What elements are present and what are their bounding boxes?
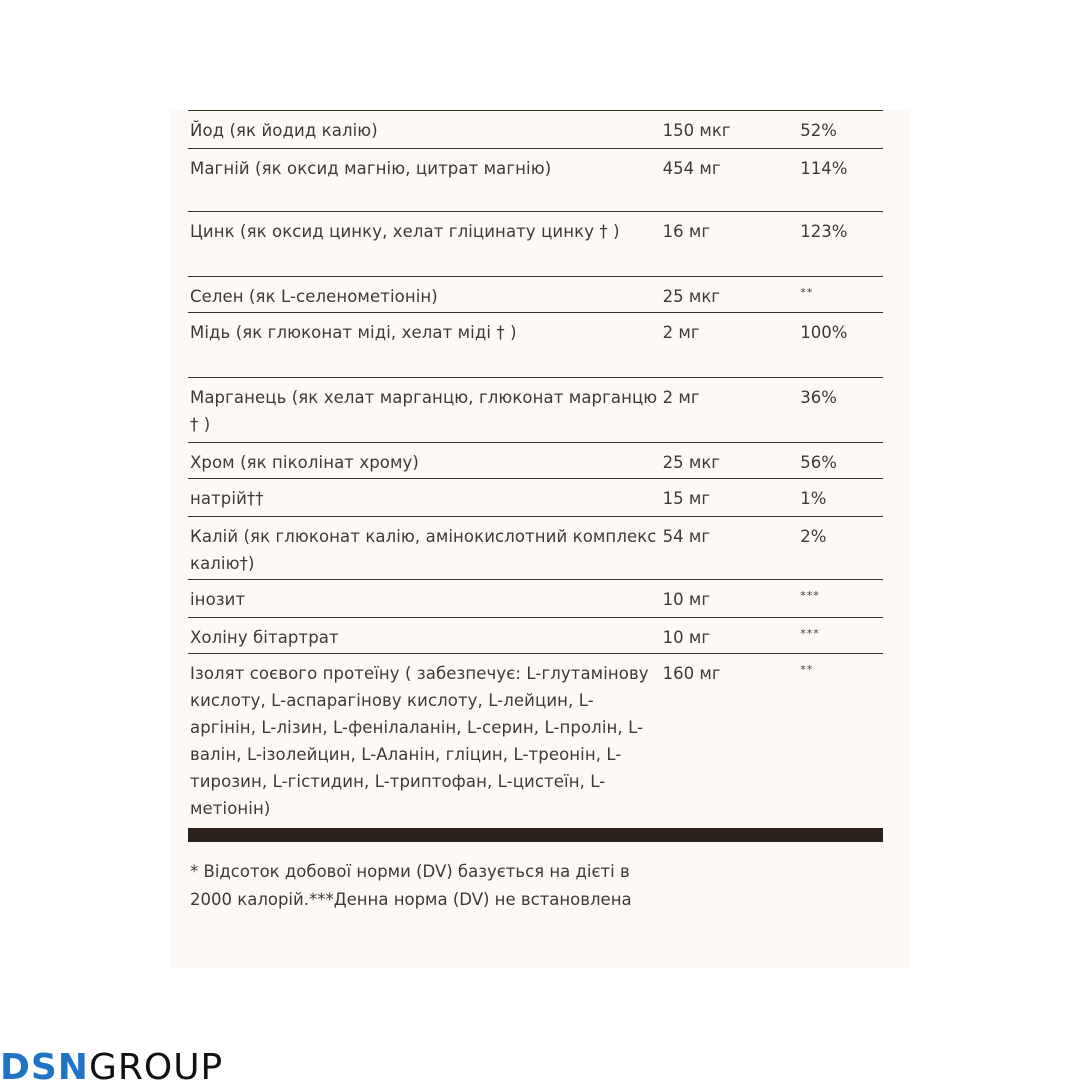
- nutrient-name: Марганець (як хелат марганцю, глюконат марганцю † ): [190, 388, 658, 434]
- logo-group-text: GROUP: [88, 1047, 224, 1080]
- nutrient-dv: ***: [800, 627, 820, 640]
- nutrient-amount: 25 мкг: [662, 453, 720, 472]
- nutrient-amount: 150 мкг: [662, 121, 731, 140]
- table-row: [188, 312, 883, 377]
- table-row: [188, 442, 883, 478]
- table-bottom-divider: [188, 828, 883, 842]
- table-row: [188, 211, 883, 276]
- nutrient-name: Селен (як L-селенометіонін): [190, 287, 438, 306]
- nutrient-dv: 2%: [800, 527, 827, 546]
- nutrient-dv: **: [800, 663, 814, 676]
- nutrient-dv: 36%: [800, 388, 837, 407]
- nutrient-name: Холіну бітартрат: [190, 628, 339, 647]
- supplement-facts-table: [188, 110, 883, 914]
- nutrient-amount: 25 мкг: [662, 287, 720, 306]
- nutrient-name: Йод (як йодид калію): [190, 121, 378, 140]
- nutrient-dv: 52%: [800, 121, 837, 140]
- nutrient-amount: 10 мг: [662, 628, 710, 647]
- table-row: [188, 617, 883, 653]
- table-row: [188, 148, 883, 211]
- nutrient-amount: 16 мг: [662, 222, 710, 241]
- nutrient-name: натрій††: [190, 489, 264, 508]
- nutrient-amount: 454 мг: [662, 159, 721, 178]
- nutrient-amount: 2 мг: [662, 323, 700, 342]
- nutrient-dv: 123%: [800, 222, 848, 241]
- nutrient-name: Ізолят соєвого протеїну ( забезпечує: L-глутамінову кислоту, L-аспарагінову кислоту, L-лейцин, L-аргінін, L-лізин, L-фенілаланін, L-серин, L-пролін, L-валін, L-ізолейцин, L-Аланін, гліцин, L-треонін, L-тирозин, L-гістидин, L-триптофан, L-цистеїн, L-метіонін): [190, 664, 649, 818]
- nutrient-dv: 56%: [800, 453, 837, 472]
- table-row: [188, 478, 883, 516]
- table-row: [188, 377, 883, 442]
- nutrient-dv: 114%: [800, 159, 848, 178]
- nutrient-name: Калій (як глюконат калію, амінокислотний комплекс калію†): [190, 527, 657, 573]
- dsn-group-logo: [0, 1048, 223, 1080]
- table-row: [188, 110, 883, 148]
- nutrient-dv: 100%: [800, 323, 848, 342]
- nutrient-amount: 2 мг: [662, 388, 700, 407]
- nutrient-amount: 54 мг: [662, 527, 710, 546]
- nutrient-amount: 160 мг: [662, 664, 721, 683]
- nutrient-name: Магній (як оксид магнію, цитрат магнію): [190, 159, 552, 178]
- footnote: * Відсоток добової норми (DV) базується на дієті в 2000 калорій.***Денна норма (DV) не встановлена: [190, 862, 632, 909]
- nutrient-amount: 15 мг: [662, 489, 710, 508]
- table-row: [188, 516, 883, 579]
- nutrient-amount: 10 мг: [662, 590, 710, 609]
- table-row: [188, 579, 883, 617]
- nutrient-name: Мідь (як глюконат міді, хелат міді † ): [190, 323, 517, 342]
- logo-dsn-text: DSN: [0, 1047, 89, 1080]
- nutrient-name: Хром (як піколінат хрому): [190, 453, 419, 472]
- table-row: [188, 653, 883, 828]
- nutrient-name: інозит: [190, 590, 246, 609]
- nutrient-dv: ***: [800, 589, 820, 602]
- nutrient-dv: 1%: [800, 489, 827, 508]
- nutrient-dv: **: [800, 286, 814, 299]
- nutrient-name: Цинк (як оксид цинку, хелат гліцинату цинку † ): [190, 222, 620, 241]
- table-row: [188, 276, 883, 312]
